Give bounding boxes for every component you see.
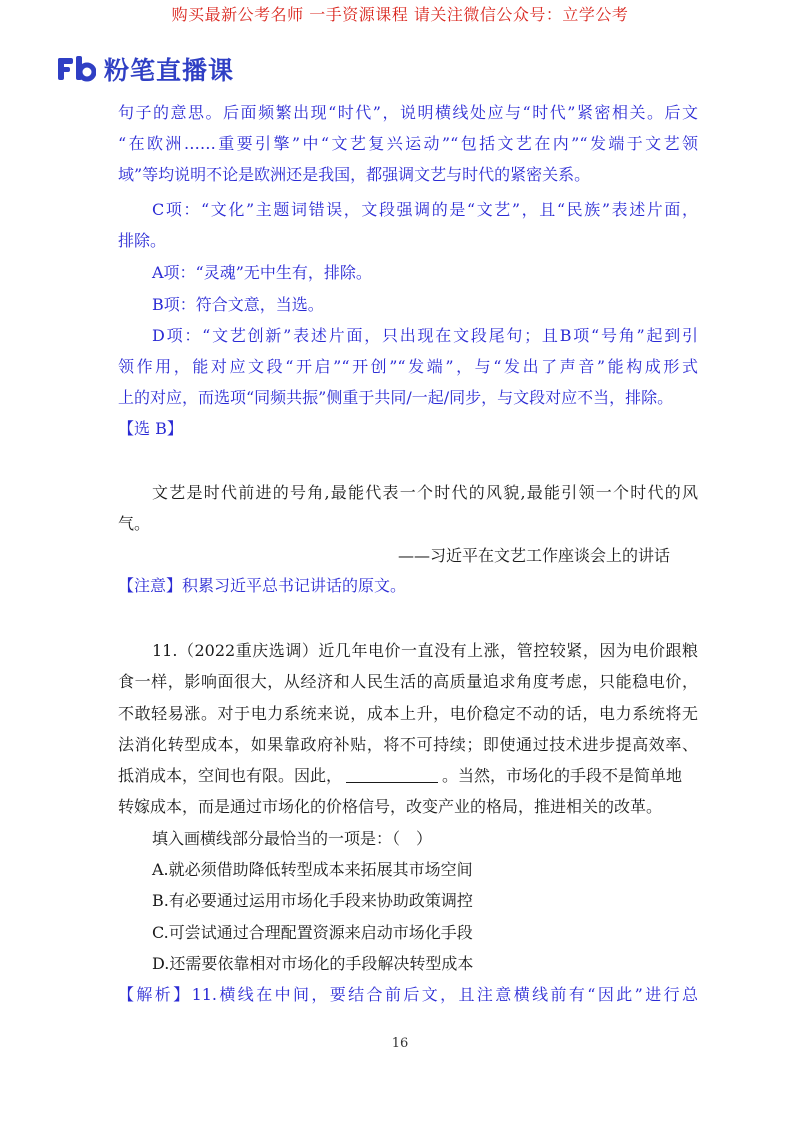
option-b: B.有必要通过运用市场化手段来协助政策调控 <box>152 891 473 910</box>
question-stem: 11.（2022重庆选调）近几年电价一直没有上涨，管控较紧，因为电价跟粮 <box>152 641 698 660</box>
analysis-line: 域”等均说明不论是欧洲还是我国，都强调文艺与时代的紧密关系。 <box>118 165 591 184</box>
analysis-line: 句子的意思。后面频繁出现“时代”，说明横线处应与“时代”紧密相关。后文 <box>118 103 698 122</box>
quote-attribution: ——习近平在文艺工作座谈会上的讲话 <box>397 546 670 565</box>
option-a: A.就必须借助降低转型成本来拓展其市场空间 <box>152 860 473 879</box>
option-c-analysis: C项：“文化”主题词错误，文段强调的是“文艺”，且“民族”表述片面， <box>152 200 698 219</box>
page-number: 16 <box>391 1036 409 1051</box>
top-banner: 购买最新公考名师 一手资源课程 请关注微信公众号：立学公考 <box>171 5 629 24</box>
answer-label: 【选 B】 <box>118 419 183 438</box>
analysis-start: 【解析】11.横线在中间，要结合前后文，且注意横线前有“因此”进行总 <box>118 985 698 1004</box>
option-d-analysis: D项：“文艺创新”表述片面，只出现在文段尾句；且B项“号角”起到引 <box>152 326 698 345</box>
option-c: C.可尝试通过合理配置资源来启动市场化手段 <box>152 923 473 942</box>
question-prompt: 填入画横线部分最恰当的一项是：（ ） <box>152 829 433 848</box>
logo-text: 粉笔直播课 <box>104 56 235 85</box>
question-stem: 不敢轻易涨。对于电力系统来说，成本上升，电价稳定不动的话，电力系统将无 <box>118 704 698 723</box>
question-text-before-blank: 抵消成本，空间也有限。因此， <box>118 766 343 785</box>
quote-text: 气。 <box>118 514 151 533</box>
fenbi-logo-icon <box>58 54 96 84</box>
answer-blank <box>346 766 438 783</box>
brand-logo <box>58 52 234 86</box>
option-d-analysis: 领作用，能对应文段“开启”“开创”“发端”，与“发出了声音”能构成形式 <box>118 357 698 376</box>
question-stem-blank-line <box>118 765 698 787</box>
question-stem: 转嫁成本，而是通过市场化的价格信号，改变产业的格局，推进相关的改革。 <box>118 797 663 816</box>
option-c-analysis: 排除。 <box>118 231 167 250</box>
option-b-analysis: B项：符合文意，当选。 <box>152 295 324 314</box>
option-d-analysis: 上的对应，而选项“同频共振”侧重于共同/一起/同步，与文段对应不当，排除。 <box>118 388 674 407</box>
option-d: D.还需要依靠相对市场化的手段解决转型成本 <box>152 954 474 973</box>
analysis-line: “在欧洲……重要引擎”中“文艺复兴运动”“包括文艺在内”“发端于文艺领 <box>118 134 698 153</box>
note-text: 【注意】积累习近平总书记讲话的原文。 <box>118 576 407 595</box>
question-text-after-blank: 。当然，市场化的手段不是简单地 <box>442 766 683 785</box>
quote-text: 文艺是时代前进的号角,最能代表一个时代的风貌,最能引领一个时代的风 <box>152 483 698 502</box>
option-a-analysis: A项：“灵魂”无中生有，排除。 <box>152 263 372 282</box>
question-stem: 法消化转型成本，如果靠政府补贴，将不可持续；即使通过技术进步提高效率、 <box>118 735 698 754</box>
question-stem: 食一样，影响面很大，从经济和人民生活的高质量追求角度考虑，只能稳电价， <box>118 672 698 691</box>
